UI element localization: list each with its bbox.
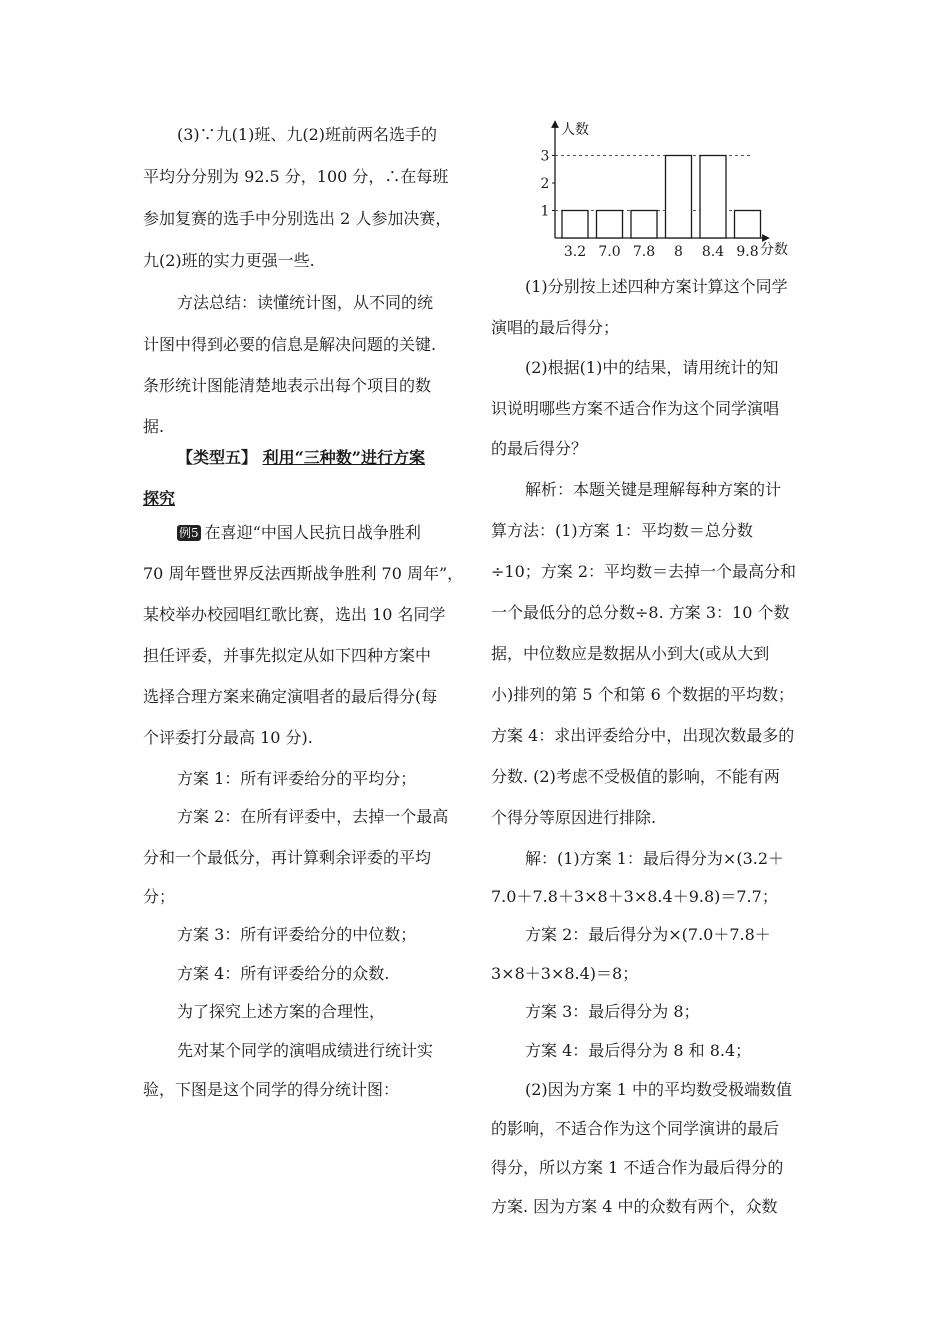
text-line: 得分，所以方案 1 不适合作为最后得分的 — [491, 1158, 784, 1177]
text-line: 方案 4：所有评委给分的众数. — [177, 964, 390, 983]
text-line: 个得分等原因进行排除. — [491, 808, 657, 827]
y-tick-label: 1 — [540, 203, 550, 220]
text-line: 九(2)班的实力更强一些. — [143, 251, 315, 270]
text-line: 据，中位数应是数据从小到大(或从大到 — [491, 644, 770, 663]
text-line: (2)因为方案 1 中的平均数受极端数值 — [525, 1080, 793, 1099]
type-title: 利用“三种数”进行方案 — [262, 448, 426, 467]
bar — [666, 156, 692, 239]
text-line: 7.0＋7.8＋3×8＋3×8.4＋9.8)＝7.7； — [491, 887, 778, 906]
score-bar-chart — [530, 118, 810, 264]
text-line: 方案. 因为方案 4 中的众数有两个，众数 — [491, 1197, 778, 1216]
text-line: 参加复赛的选手中分别选出 2 人参加决赛， — [143, 209, 452, 228]
text-line: 担任评委，并事先拟定从如下四种方案中 — [143, 646, 432, 665]
x-tick-label: 7.8 — [632, 244, 656, 260]
text-line: 分； — [143, 887, 176, 906]
y-axis-label: 人数 — [561, 122, 589, 138]
text-line: 3×8＋3×8.4)＝8； — [491, 964, 639, 983]
text-line: 一个最低分的总分数÷8. 方案 3：10 个数 — [491, 603, 790, 622]
text-line: 验，下图是这个同学的得分统计图： — [143, 1080, 400, 1099]
text-line: 为了探究上述方案的合理性， — [177, 1002, 386, 1021]
text-line: 方案 4：求出评委给分中，出现次数最多的 — [491, 726, 795, 745]
section-heading-cont — [143, 488, 175, 510]
text-line: 算方法：(1)方案 1：平均数＝总分数 — [491, 521, 753, 540]
y-tick-label: 3 — [540, 148, 550, 165]
text-line: 方案 4：最后得分为 8 和 8.4； — [525, 1041, 752, 1060]
bar — [597, 211, 623, 239]
type-title-cont: 探究 — [143, 489, 176, 508]
x-tick-label: 8.4 — [701, 244, 725, 260]
text-line: 方法总结：读懂统计图，从不同的统 — [177, 293, 434, 312]
text-line: 的影响，不适合作为这个同学演讲的最后 — [491, 1119, 780, 1138]
y-tick-label: 2 — [540, 176, 550, 192]
example-badge: 例5 — [179, 526, 199, 540]
text-line: 小)排列的第 5 个和第 6 个数据的平均数； — [491, 685, 794, 704]
bar — [700, 156, 726, 239]
text-line: (2)根据(1)中的结果，请用统计的知 — [525, 358, 779, 377]
text-line: 平均分分别为 92.5 分，100 分，∴在每班 — [143, 167, 449, 186]
text-line: 方案 3：最后得分为 8； — [525, 1002, 700, 1021]
bars — [562, 156, 761, 239]
text-line: 分和一个最低分，再计算剩余评委的平均 — [143, 848, 432, 867]
text-line: 方案 2：在所有评委中，去掉一个最高 — [177, 807, 449, 826]
y-tick-labels — [541, 149, 555, 220]
text-line: 方案 3：所有评委给分的中位数； — [177, 925, 417, 944]
text-line: 选择合理方案来确定演唱者的最后得分(每 — [143, 687, 438, 706]
text-line: 在喜迎“中国人民抗日战争胜利 — [204, 523, 421, 542]
x-tick-label: 9.8 — [736, 244, 759, 260]
x-tick-label: 3.2 — [563, 244, 587, 260]
text-line: (1)分别按上述四种方案计算这个同学 — [525, 277, 788, 296]
bar — [562, 211, 588, 239]
text-line: 分数. (2)考虑不受极值的影响，不能有两 — [491, 767, 780, 786]
x-tick-label: 7.0 — [598, 244, 621, 260]
type-label: 【类型五】 — [177, 448, 258, 467]
section-heading — [177, 447, 425, 469]
text-line: 某校举办校园唱红歌比赛，选出 10 名同学 — [143, 605, 446, 624]
text-line: 识说明哪些方案不适合作为这个同学演唱 — [491, 399, 780, 418]
text-line: 方案 1：所有评委给分的平均分； — [177, 769, 417, 788]
text-line: ÷10；方案 2：平均数＝去掉一个最高分和 — [491, 562, 797, 581]
example-intro — [177, 522, 421, 544]
text-line: 70 周年暨世界反法西斯战争胜利 70 周年”， — [143, 564, 464, 583]
x-tick-labels — [564, 244, 759, 260]
text-line: 方案 2：最后得分为×(7.0＋7.8＋ — [525, 925, 771, 944]
text-line: 的最后得分？ — [491, 439, 588, 458]
text-line: 据. — [143, 417, 165, 436]
x-axis-label: 分数 — [760, 242, 788, 258]
text-line: 解析：本题关键是理解每种方案的计 — [525, 480, 782, 499]
text-line: 个评委打分最高 10 分). — [143, 728, 313, 747]
x-tick-label: 8 — [674, 244, 683, 260]
text-line: 先对某个同学的演唱成绩进行统计实 — [177, 1041, 434, 1060]
bar — [735, 211, 761, 239]
text-line: 解：(1)方案 1：最后得分为×(3.2＋ — [525, 849, 785, 868]
text-line: (3)∵九(1)班、九(2)班前两名选手的 — [177, 125, 437, 144]
text-line: 计图中得到必要的信息是解决问题的关键. — [143, 335, 437, 354]
text-line: 条形统计图能清楚地表示出每个项目的数 — [143, 376, 432, 395]
text-line: 演唱的最后得分； — [491, 318, 620, 337]
bar — [631, 211, 657, 239]
